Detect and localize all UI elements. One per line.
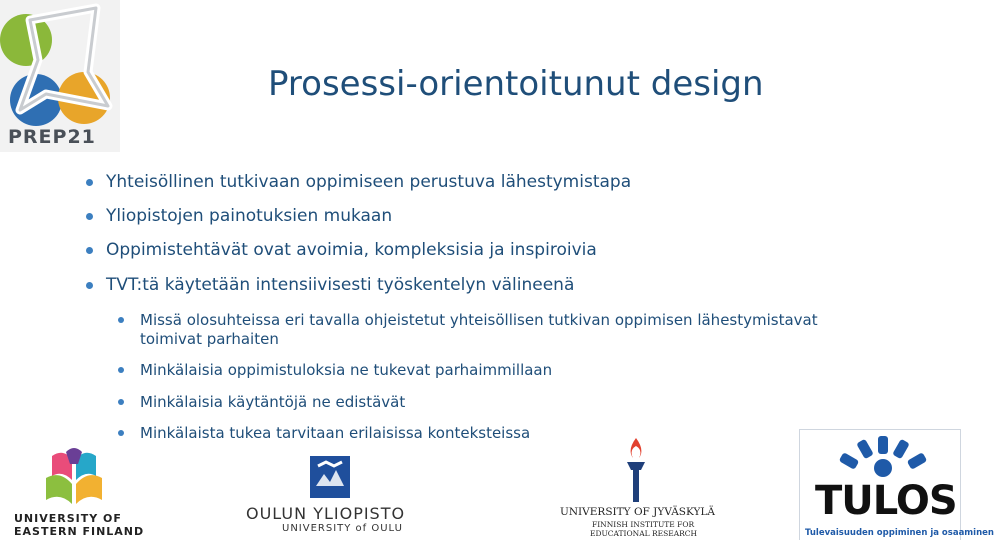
bullet-dot-icon: [118, 317, 124, 323]
uef-wordmark-line1: UNIVERSITY OF: [14, 512, 122, 525]
sub-bullet-text: Minkälaisia käytäntöjä ne edistävät: [140, 393, 406, 411]
tulos-wordmark: TULOS: [815, 478, 957, 524]
bullet-text: TVT:tä käytetään intensiivisesti työskentelyn välineenä: [106, 275, 575, 295]
bullet-dot-icon: [86, 282, 93, 289]
sub-bullet-item: [118, 393, 405, 412]
uef-wordmark-line2: EASTERN FINLAND: [14, 525, 145, 538]
jyu-torch-icon: [619, 436, 653, 506]
oulu-emblem-icon: [310, 456, 350, 498]
bullet-item: [86, 172, 631, 192]
sub-bullet-text: Missä olosuhteissa eri tavalla ohjeistetut yhteisöllisen tutkivan oppimisen lähestymistavat toimivat parhaiten: [140, 311, 818, 348]
bullet-dot-icon: [118, 430, 124, 436]
sub-bullet-text: Minkälaista tukea tarvitaan erilaisissa konteksteissa: [140, 424, 531, 442]
jyu-wordmark-line3: EDUCATIONAL RESEARCH: [590, 529, 698, 538]
jyu-wordmark-line2: FINNISH INSTITUTE FOR: [592, 520, 695, 529]
sub-bullet-item: [118, 361, 552, 380]
sub-bullet-item: [118, 424, 530, 443]
bullet-item: [86, 240, 597, 260]
bullet-dot-icon: [118, 367, 124, 373]
oulu-wordmark-line1: OULUN YLIOPISTO: [246, 504, 406, 523]
bullet-text: Yliopistojen painotuksien mukaan: [106, 206, 393, 226]
bullet-dot-icon: [86, 179, 93, 186]
uef-emblem-icon: [44, 446, 104, 508]
prep21-wordmark: PREP21: [8, 126, 96, 148]
bullet-item: [86, 206, 392, 226]
bullet-dot-icon: [118, 399, 124, 405]
bullet-dot-icon: [86, 213, 93, 220]
sub-bullet-text: Minkälaisia oppimistuloksia ne tukevat parhaimmillaan: [140, 361, 553, 379]
bullet-dot-icon: [86, 247, 93, 254]
bullet-text: Oppimistehtävät ovat avoimia, kompleksisia ja inspiroivia: [106, 240, 597, 260]
sub-bullet-item: [118, 311, 838, 349]
slide-title: Prosessi-orientoitunut design: [268, 64, 764, 104]
bullet-item: [86, 275, 574, 295]
oulu-wordmark-line2: UNIVERSITY of OULU: [282, 523, 403, 534]
bullet-text: Yhteisöllinen tutkivaan oppimiseen perustuva lähestymistapa: [106, 172, 632, 192]
jyu-wordmark-line1: UNIVERSITY OF JYVÄSKYLÄ: [560, 506, 716, 518]
tulos-emblem-icon: [838, 434, 928, 478]
tulos-tagline: Tulevaisuuden oppiminen ja osaaminen: [805, 528, 994, 538]
prep21-logo: [0, 0, 120, 152]
